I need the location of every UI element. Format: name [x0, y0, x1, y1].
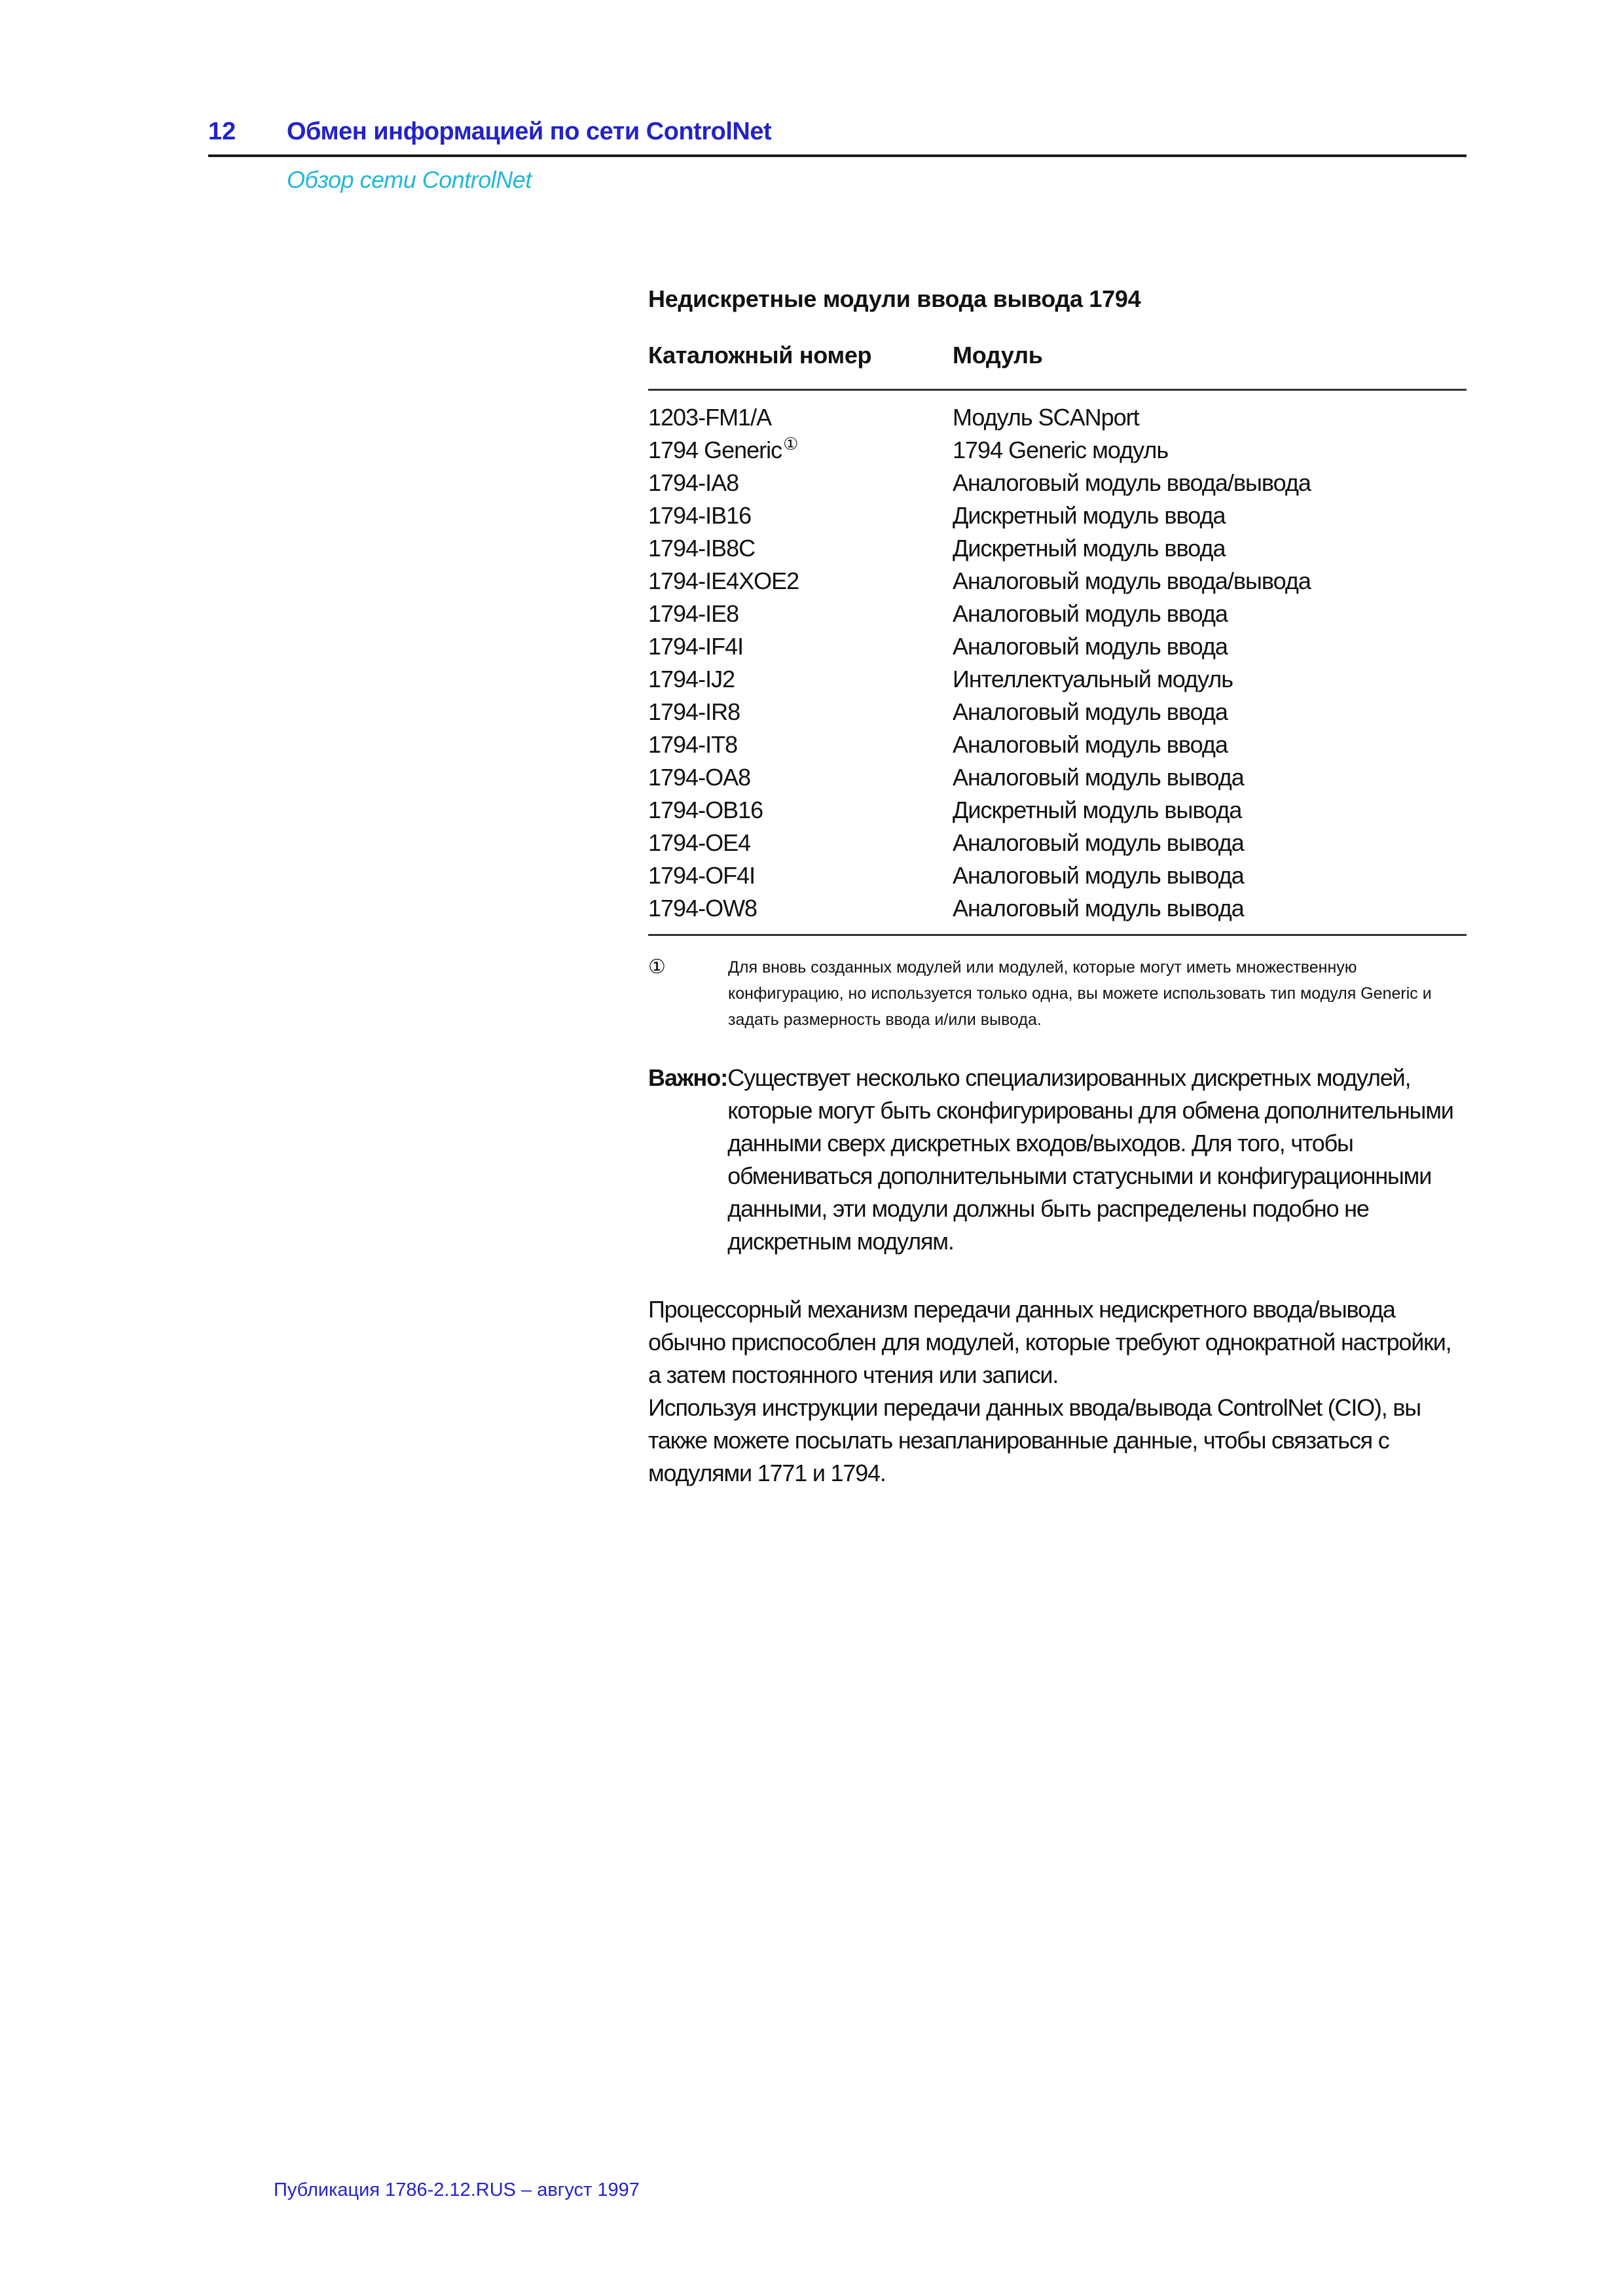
module-cell: Аналоговый модуль ввода [953, 633, 1228, 660]
column-header-catalog: Каталожный номер [648, 342, 872, 368]
table-footnote [648, 954, 1467, 1033]
table-row [648, 467, 1467, 499]
table-row [648, 434, 1467, 467]
chapter-title: Обмен информацией по сети ControlNet [287, 118, 772, 145]
catalog-cell: 1794-IE8 [648, 600, 739, 627]
catalog-cell: 1794-OW8 [648, 895, 757, 922]
module-cell: Аналоговый модуль ввода/вывода [953, 567, 1311, 594]
table-row [648, 401, 1467, 434]
footnote-reference: ① [783, 434, 798, 454]
catalog-cell: 1794-OB16 [648, 797, 763, 823]
catalog-cell: 1794-IA8 [648, 469, 739, 496]
body-paragraph [648, 1293, 1467, 1490]
table-row [648, 794, 1467, 827]
table-row [648, 892, 1467, 925]
table-row [648, 630, 1467, 663]
paragraph-line-2: Используя инструкции передачи данных ввода/вывода ControlNet (CIO), вы также можете посылать незапланированные данные, чтобы связаться с модулями 1771 и 1794. [648, 1394, 1421, 1486]
table-header [648, 342, 1467, 391]
module-cell: Аналоговый модуль вывода [953, 862, 1244, 889]
page-number: 12 [208, 118, 236, 145]
module-cell: 1794 Generic модуль [953, 437, 1169, 463]
module-cell: Интеллектуальный модуль [953, 666, 1233, 692]
table-row [648, 827, 1467, 859]
important-note [648, 1062, 1467, 1258]
table-title: Недискретные модули ввода вывода 1794 [648, 285, 1141, 312]
footnote-marker: ① [648, 956, 666, 978]
footnote-text: Для вновь созданных модулей или модулей, которые могут иметь множественную конфигурацию, но используется только одна, вы можете использовать тип модуля Generic и задать размерность ввода и/или вывода. [728, 958, 1432, 1029]
module-cell: Дискретный модуль вывода [953, 797, 1242, 823]
catalog-cell: 1794-IB16 [648, 502, 752, 529]
catalog-cell: 1794-OF4I [648, 862, 756, 889]
column-header-module: Модуль [953, 342, 1043, 368]
module-cell: Аналоговый модуль ввода [953, 698, 1228, 725]
important-label: Важно: [648, 1064, 728, 1091]
catalog-cell [648, 434, 953, 467]
module-cell: Аналоговый модуль ввода [953, 731, 1228, 758]
table-row [648, 663, 1467, 696]
catalog-cell: 1794-IR8 [648, 698, 740, 725]
main-content [648, 285, 1467, 1490]
table-row [648, 728, 1467, 761]
catalog-cell-text: 1794 Generic [648, 437, 782, 463]
module-cell: Аналоговый модуль ввода/вывода [953, 469, 1311, 496]
module-cell: Аналоговый модуль вывода [953, 829, 1244, 856]
table-row [648, 499, 1467, 532]
table-row [648, 761, 1467, 794]
catalog-cell: 1794-IB8C [648, 535, 756, 562]
catalog-cell: 1794-IJ2 [648, 666, 735, 692]
publication-footer: Публикация 1786-2.12.RUS – август 1997 [274, 2179, 640, 2200]
section-subtitle: Обзор сети ControlNet [287, 166, 532, 193]
catalog-cell: 1794-IF4I [648, 633, 744, 660]
module-cell: Аналоговый модуль вывода [953, 764, 1244, 791]
table-row [648, 598, 1467, 630]
catalog-cell: 1794-OE4 [648, 829, 751, 856]
catalog-cell: 1794-IT8 [648, 731, 738, 758]
module-cell: Дискретный модуль ввода [953, 502, 1226, 529]
paragraph-line-1: Процессорный механизм передачи данных недискретного ввода/вывода обычно приспособлен для модулей, которые требуют однократной настройки, а затем постоянного чтения или записи. [648, 1296, 1451, 1388]
catalog-cell: 1794-IE4XOE2 [648, 567, 799, 594]
module-cell: Дискретный модуль ввода [953, 535, 1226, 562]
important-text: Существует несколько специализированных дискретных модулей, которые могут быть сконфигурированы для обмена дополнительными данными сверх дискретных входов/выходов. Для того, чтобы обмениваться дополнительными статусными и конфигурационными данными, эти модули должны быть распределены подобно не дискретным модулям. [727, 1064, 1453, 1255]
table-row [648, 565, 1467, 598]
table-row [648, 859, 1467, 892]
page-header [208, 118, 1467, 157]
catalog-cell: 1794-OA8 [648, 764, 751, 791]
table-body [648, 391, 1467, 936]
table-row [648, 532, 1467, 565]
catalog-cell: 1203-FM1/A [648, 404, 772, 431]
table-row [648, 696, 1467, 728]
module-cell: Аналоговый модуль вывода [953, 895, 1244, 922]
module-cell: Аналоговый модуль ввода [953, 600, 1228, 627]
module-cell: Модуль SCANport [953, 404, 1139, 431]
